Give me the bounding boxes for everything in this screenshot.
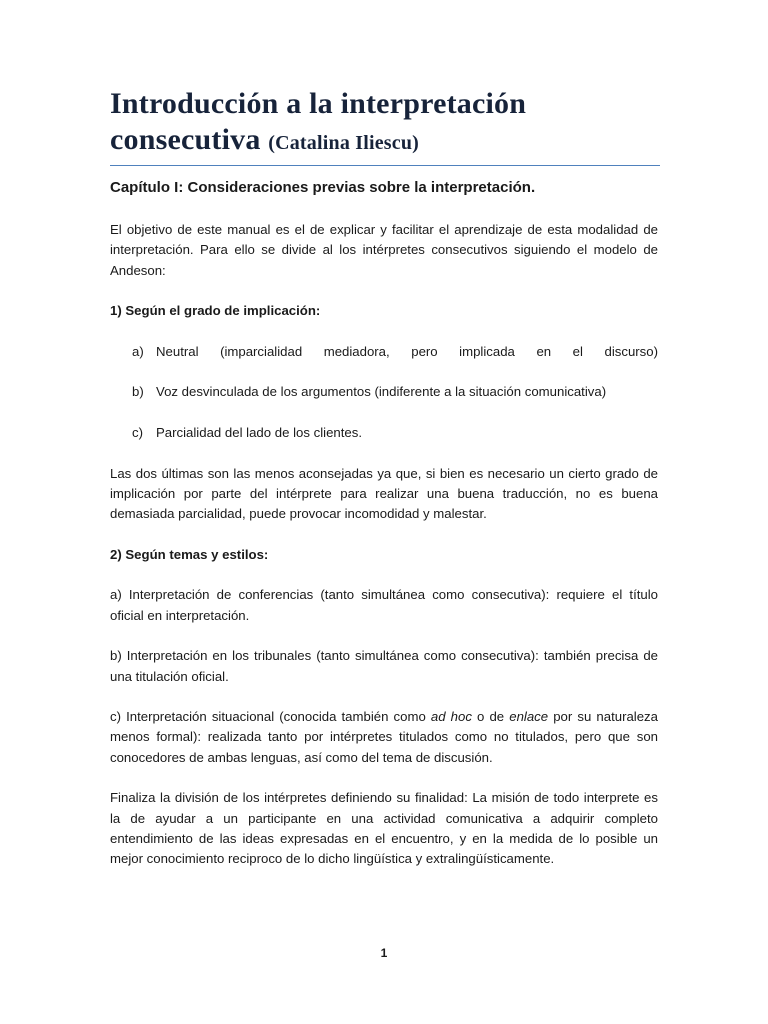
item-c-italic-ad-hoc: ad hoc — [430, 709, 472, 725]
section2-item-b: b) Interpretación en los tribunales (tanto simultánea como consecutiva): también precisa de una titulación oficial. — [110, 648, 658, 684]
title-main: Introducción a la interpretación consecutiva — [110, 87, 527, 156]
item-c-after: por su naturaleza menos formal): realizada tanto por intérpretes titulados como no titulados, pero que son conocedores de ambas lenguas, así como del tema de discusión. — [110, 709, 658, 765]
section2-item-a: a) Interpretación de conferencias (tanto simultánea como consecutiva): requiere el título oficial en interpretación. — [110, 587, 658, 623]
intro-paragraph: El objetivo de este manual es el de explicar y facilitar el aprendizaje de esta modalidad de interpretación. Para ello se divide al los intérpretes consecutivos siguiendo el modelo de Andeson: — [110, 222, 658, 278]
list-item-label: a) — [132, 343, 144, 359]
section1-heading: 1) Según el grado de implicación: — [110, 303, 321, 319]
title-block — [110, 86, 660, 166]
chapter-heading: Capítulo I: Consideraciones previas sobre la interpretación. — [110, 179, 536, 196]
section1-comment: Las dos últimas son las menos aconsejadas ya que, si bien es necesario un cierto grado de implicación por parte del intérprete para realizar una buena traducción, no es buena demasiada parcialidad, puede provocar incomodidad y malestar. — [110, 465, 658, 522]
list-item-text: Parcialidad del lado de los clientes. — [156, 424, 362, 440]
list-item-a — [110, 342, 658, 362]
item-c-before: c) Interpretación situacional (conocida también como — [110, 709, 431, 725]
document-title — [110, 86, 660, 161]
list-item-b — [110, 382, 658, 402]
page-number: 1 — [380, 946, 388, 960]
list-item-label: c) — [132, 424, 143, 440]
list-item-c — [110, 423, 658, 443]
title-author: (Catalina Iliescu) — [268, 132, 420, 154]
item-c-middle: o de — [471, 709, 510, 725]
list-item-label: b) — [132, 384, 144, 400]
section2-heading: 2) Según temas y estilos: — [110, 546, 269, 562]
section2-item-c — [110, 707, 658, 768]
list-item-text: Voz desvinculada de los argumentos (indiferente a la situación comunicativa) — [156, 384, 607, 400]
document-body — [110, 220, 658, 890]
closing-paragraph: Finaliza la división de los intérpretes definiendo su finalidad: La misión de todo interprete es la de ayudar a un participante en una actividad comunicativa a adquirir completo entendimiento de las ideas expresadas en el encuentro, y en la medida de lo posible un mejor conocimiento reciproco de lo dicho lingüística y extralingüísticamente. — [110, 790, 658, 867]
list-item-text: Neutral (imparcialidad mediadora, pero implicada en el discurso) — [156, 343, 658, 359]
item-c-italic-enlace: enlace — [509, 709, 549, 725]
